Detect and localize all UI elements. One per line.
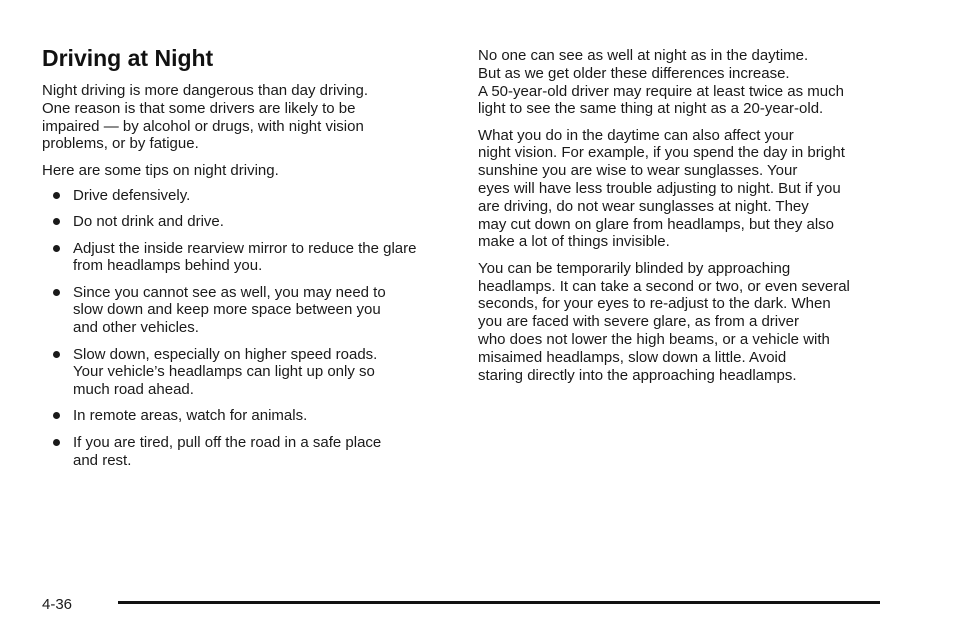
list-item <box>42 187 452 205</box>
list-item <box>42 407 452 425</box>
tips-list <box>42 187 452 478</box>
right-paragraph-1: No one can see as well at night as in the daytime. But as we get older these differences increase. A 50-year-old driver may require at least twice as much light to see the same thing at night as a 20-year-old. <box>478 47 844 118</box>
list-item <box>42 240 452 276</box>
list-item <box>42 434 452 470</box>
right-paragraph-3: You can be temporarily blinded by approaching headlamps. It can take a second or two, or even several seconds, for your eyes to re-adjust to the dark. When you are faced with severe glare, as from a driver who does not lower the high beams, or a vehicle with misaimed headlamps, slow down a little. Avoid staring directly into the approaching headlamps. <box>478 259 850 384</box>
tips-intro: Here are some tips on night driving. <box>42 162 279 179</box>
bullet-icon <box>53 351 60 358</box>
bullet-icon <box>53 439 60 446</box>
bullet-icon <box>53 192 60 199</box>
bullet-icon <box>53 218 60 225</box>
list-item-text: If you are tired, pull off the road in a safe place and rest. <box>73 433 382 469</box>
list-item-text: Drive defensively. <box>73 187 191 204</box>
list-item-text: Adjust the inside rearview mirror to reduce the glare from headlamps behind you. <box>73 239 417 275</box>
footer-rule <box>118 601 880 604</box>
list-item-text: Slow down, especially on higher speed roads. Your vehicle’s headlamps can light up only so much road ahead. <box>73 345 378 399</box>
list-item-text: In remote areas, watch for animals. <box>73 407 308 425</box>
right-column <box>478 47 898 393</box>
list-item-text: Do not drink and drive. <box>73 213 224 231</box>
page-title: Driving at Night <box>42 45 214 71</box>
list-item <box>42 213 452 231</box>
list-item <box>42 284 452 337</box>
intro-paragraph: Night driving is more dangerous than day driving. One reason is that some drivers are likely to be impaired — by alcohol or drugs, with night vision problems, or by fatigue. <box>42 82 369 153</box>
bullet-icon <box>53 289 60 296</box>
bullet-icon <box>53 245 60 252</box>
bullet-icon <box>53 412 60 419</box>
list-item-text: Since you cannot see as well, you may need to slow down and keep more space between you and other vehicles. <box>73 283 386 337</box>
page-number: 4-36 <box>42 596 73 613</box>
right-paragraph-2: What you do in the daytime can also affect your night vision. For example, if you spend the day in bright sunshine you are wise to wear sunglasses. Your eyes will have less trouble adjusting to night. But if you are driving, do not wear sunglasses at night. They may cut down on glare from headlamps, but they also make a lot of things invisible. <box>478 126 845 251</box>
list-item <box>42 346 452 399</box>
